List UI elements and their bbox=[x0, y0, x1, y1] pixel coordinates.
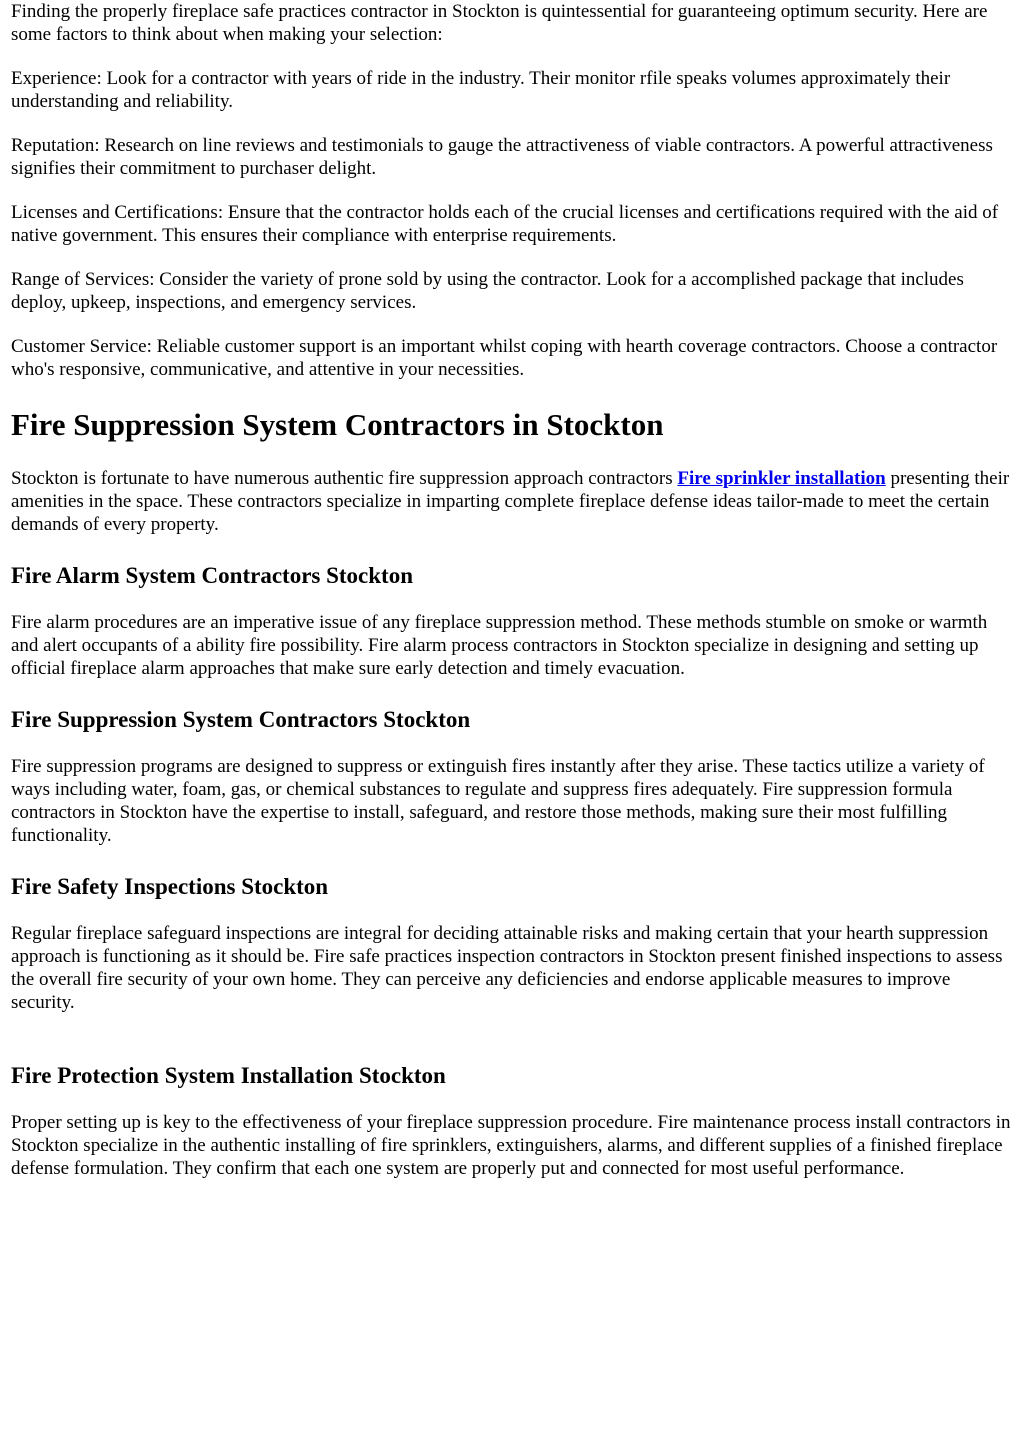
licenses-paragraph: Licenses and Certifications: Ensure that the contractor holds each of the crucial licenses and certifications required with the aid of native government. This ensures their compliance with enterprise requirements. bbox=[11, 202, 999, 246]
main-section-paragraph bbox=[11, 467, 1014, 536]
installation-section-paragraph: Proper setting up is key to the effectiveness of your fireplace suppression procedure. Fire maintenance process install contractors in Stockton specialize in the authentic installing of fire sprinklers, extinguishers, alarms, and different supplies of a finished fireplace defense formulation. They confirm that each one system are properly put and connected for most useful performance. bbox=[11, 1112, 1011, 1179]
alarm-section-heading: Fire Alarm System Contractors Stockton bbox=[11, 563, 414, 588]
experience-paragraph: Experience: Look for a contractor with years of ride in the industry. Their monitor rfile speaks volumes approximately their understanding and reliability. bbox=[11, 68, 951, 112]
services-paragraph: Range of Services: Consider the variety of prone sold by using the contractor. Look for a accomplished package that includes deploy, upkeep, inspections, and emergency services. bbox=[11, 269, 964, 313]
main-text-before-link: Stockton is fortunate to have numerous authentic fire suppression approach contractors bbox=[11, 468, 678, 489]
suppression-section-heading: Fire Suppression System Contractors Stockton bbox=[11, 707, 471, 732]
customer-service-paragraph: Customer Service: Reliable customer support is an important whilst coping with hearth coverage contractors. Choose a contractor who's responsive, communicative, and attentive in your necessities. bbox=[11, 336, 998, 380]
suppression-section-paragraph: Fire suppression programs are designed to suppress or extinguish fires instantly after they arise. These tactics utilize a variety of ways including water, foam, gas, or chemical substances to regulate and suppress fires adequately. Fire suppression formula contractors in Stockton have the expertise to install, safeguard, and restore those methods, making sure their most fulfilling functionality. bbox=[11, 756, 985, 846]
main-text-after-link: presenting their amenities in the space. These contractors specialize in imparting complete fireplace defense ideas tailor-made to meet the certain demands of every property. bbox=[11, 468, 1010, 535]
intro-paragraph: Finding the properly fireplace safe practices contractor in Stockton is quintessential for guaranteeing optimum security. Here are some factors to think about when making your selection: bbox=[11, 1, 988, 45]
alarm-section-paragraph: Fire alarm procedures are an imperative issue of any fireplace suppression method. These methods stumble on smoke or warmth and alert occupants of a ability fire possibility. Fire alarm process contractors in Stockton specialize in designing and setting up official fireplace alarm approaches that make sure early detection and timely evacuation. bbox=[11, 612, 988, 679]
reputation-paragraph: Reputation: Research on line reviews and testimonials to gauge the attractiveness of viable contractors. A powerful attractiveness signifies their commitment to purchaser delight. bbox=[11, 135, 993, 179]
inspections-section-heading: Fire Safety Inspections Stockton bbox=[11, 874, 329, 899]
installation-section-heading: Fire Protection System Installation Stockton bbox=[11, 1063, 446, 1088]
main-section-heading: Fire Suppression System Contractors in Stockton bbox=[11, 407, 664, 442]
fire-sprinkler-installation-link[interactable]: Fire sprinkler installation bbox=[677, 468, 886, 489]
inspections-section-paragraph: Regular fireplace safeguard inspections are integral for deciding attainable risks and making certain that your hearth suppression approach is functioning as it should be. Fire safe practices inspection contractors in Stockton present finished inspections to assess the overall fire security of your own home. They can perceive any deficiencies and endorse applicable measures to improve security. bbox=[11, 923, 1003, 1013]
